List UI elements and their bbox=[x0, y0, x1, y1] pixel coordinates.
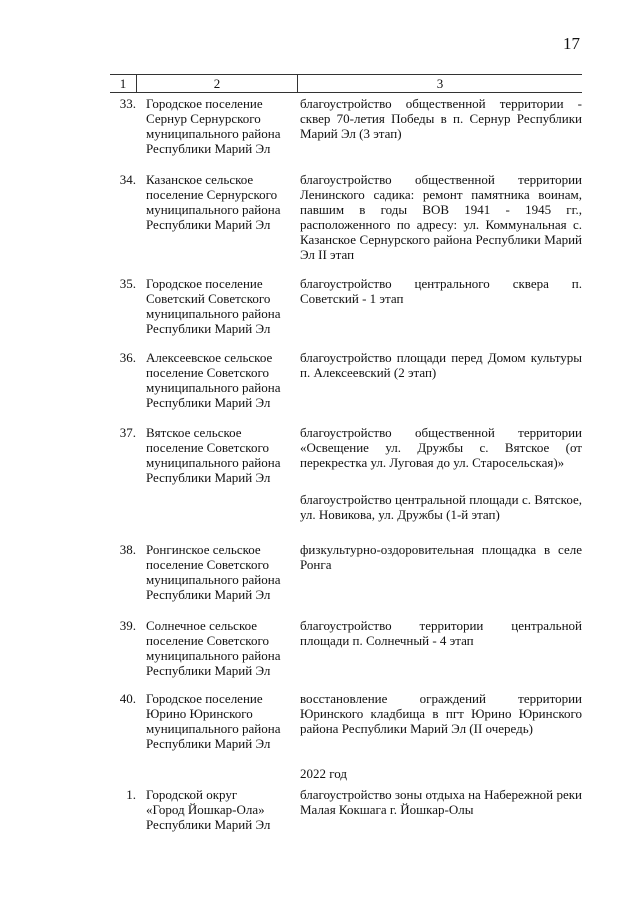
row-description: благоустройство территории центральной площади п. Солнечный - 4 этап bbox=[300, 618, 582, 648]
row-organization: Городское поселение Юрино Юринского муниципального района Республики Марий Эл bbox=[146, 691, 281, 751]
header-col-1: 1 bbox=[119, 76, 127, 91]
row-description: благоустройство зоны отдыха на Набережной реки Малая Кокшага г. Йошкар-Олы bbox=[300, 787, 582, 817]
row-number: 34. bbox=[119, 172, 136, 187]
row-description: восстановление ограждений территории Юринского кладбища в пгт Юрино Юринского района Республики Марий Эл (II очередь) bbox=[300, 691, 582, 736]
row-organization: Вятское сельское поселение Советского муниципального района Республики Марий Эл bbox=[146, 425, 281, 485]
row-number: 40. bbox=[119, 691, 136, 706]
row-number: 37. bbox=[119, 425, 136, 440]
row-organization: Городское поселение Сернур Сернурского муниципального района Республики Марий Эл bbox=[146, 96, 281, 156]
row-organization: Алексеевское сельское поселение Советского муниципального района Республики Марий Эл bbox=[146, 350, 281, 410]
row-description: благоустройство центрального сквера п. Советский - 1 этап bbox=[300, 276, 582, 306]
row-organization: Ронгинское сельское поселение Советского муниципального района Республики Марий Эл bbox=[146, 542, 281, 602]
row-organization: Казанское сельское поселение Сернурского муниципального района Республики Марий Эл bbox=[146, 172, 281, 232]
table-header bbox=[110, 74, 582, 93]
row-description: благоустройство общественной территории - сквер 70-летия Победы в п. Сернур Республики Марий Эл (3 этап) bbox=[300, 96, 582, 141]
row-description: благоустройство общественной территории «Освещение ул. Дружбы с. Вятское (от перекрестка ул. Луговая до ул. Старосельская)» благоустройство центральной площади с. Вятское, ул. Новикова, ул. Дружбы (1-й этап) bbox=[300, 425, 582, 522]
year-heading: 2022 год bbox=[300, 766, 347, 781]
row-description: благоустройство общественной территории Ленинского садика: ремонт памятника воинам, павшим в годы ВОВ 1941 - 1945 гг., расположенного по адресу: ул. Коммунальная с. Казанское Сернурского района Республики Марий Эл II этап bbox=[300, 172, 582, 262]
row-organization: Городской округ «Город Йошкар-Ола» Республики Марий Эл bbox=[146, 787, 271, 832]
row-organization: Солнечное сельское поселение Советского муниципального района Республики Марий Эл bbox=[146, 618, 281, 678]
row-number: 35. bbox=[119, 276, 136, 291]
row-number: 38. bbox=[119, 542, 136, 557]
row-description: физкультурно-оздоровительная площадка в селе Ронга bbox=[300, 542, 582, 572]
row-number: 33. bbox=[119, 96, 136, 111]
row-organization: Городское поселение Советский Советского муниципального района Республики Марий Эл bbox=[146, 276, 281, 336]
row-number: 39. bbox=[119, 618, 136, 633]
header-col-3: 3 bbox=[436, 76, 444, 91]
page-number: 17 bbox=[563, 34, 580, 53]
row-description: благоустройство площади перед Домом культуры п. Алексеевский (2 этап) bbox=[300, 350, 582, 380]
row-number: 1. bbox=[126, 787, 136, 802]
row-number: 36. bbox=[119, 350, 136, 365]
header-col-2: 2 bbox=[213, 76, 221, 91]
